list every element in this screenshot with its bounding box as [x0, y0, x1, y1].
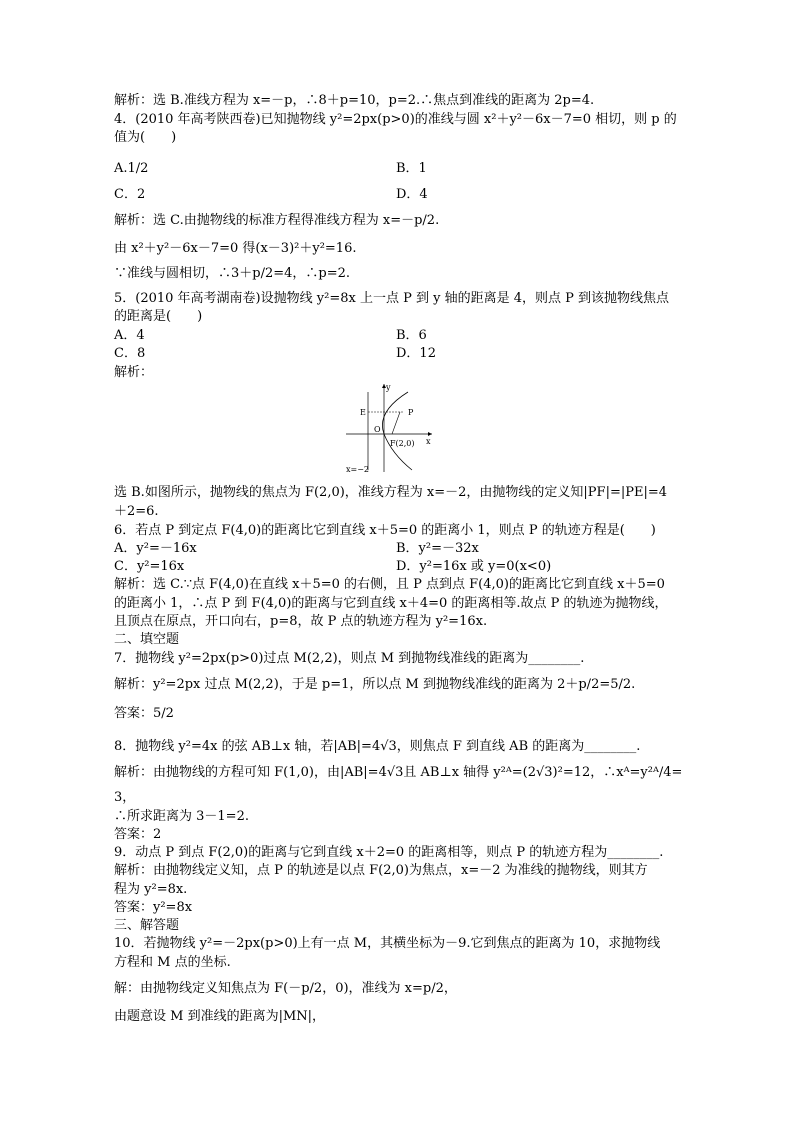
q4-solution-2: 由 x²＋y²－6x－7=0 得(x－3)²＋y²=16. — [114, 241, 357, 256]
section-fill-in: 二、填空题 — [114, 632, 180, 647]
question-6: 6．若点 P 到定点 F(4,0)的距离比它到直线 x＋5=0 的距离小 1，则点 P 的轨迹方程是( ) — [114, 523, 656, 538]
q4-option-a: A.1/2 — [114, 161, 149, 176]
q7-answer: 答案：5/2 — [114, 706, 174, 721]
q6-option-a: A．y²=－16x — [114, 541, 197, 556]
question-5: 5．(2010 年高考湖南卷)设抛物线 y²=8x 上一点 P 到 y 轴的距离是 4，则点 P 到该抛物线焦点 — [114, 291, 669, 306]
q5-solution-2: ＋2=6. — [114, 504, 159, 519]
figure-label-x: x — [426, 437, 431, 446]
question-4-tail: 值为( ) — [114, 130, 177, 145]
q4-solution-1: 解析：选 C.由抛物线的标准方程得准线方程为 x=－p/2. — [114, 213, 440, 228]
q9-solution-1: 解析：由抛物线定义知，点 P 的轨迹是以点 F(2,0)为焦点，x=－2 为准线的抛物线，则其方 — [114, 863, 648, 878]
q10-solution-1: 解：由抛物线定义知焦点为 F(－p/2，0)，准线为 x=p/2， — [114, 981, 457, 996]
q4-option-c: C．2 — [114, 187, 146, 202]
q6-option-c: C．y²=16x — [114, 559, 185, 574]
q5-option-b: B．6 — [396, 328, 427, 343]
figure-label-p: P — [408, 408, 414, 417]
q10-solution-2: 由题意设 M 到准线的距离为|MN|， — [114, 1009, 326, 1024]
q6-option-d: D．y²=16x 或 y=0(x<0) — [396, 559, 552, 574]
q5-option-c: C．8 — [114, 346, 146, 361]
question-5-tail: 的距离是( ) — [114, 309, 203, 324]
q4-solution-3: ∵准线与圆相切，∴3＋p/2=4，∴p=2. — [114, 266, 351, 281]
q6-option-b: B．y²=－32x — [396, 541, 479, 556]
q5-option-d: D．12 — [396, 346, 436, 361]
question-9: 9．动点 P 到点 F(2,0)的距离与它到直线 x＋2=0 的距离相等，则点 P 的轨迹方程为________. — [114, 845, 664, 860]
q8-solution-2: 3， — [114, 790, 136, 805]
question-8: 8．抛物线 y²=4x 的弦 AB⊥x 轴，若|AB|=4√3，则焦点 F 到直线 AB 的距离为________. — [114, 739, 641, 754]
question-10: 10．若抛物线 y²=－2px(p>0)上有一点 M，其横坐标为－9.它到焦点的距离为 10，求抛物线 — [114, 936, 661, 951]
q5-solution-1: 选 B.如图所示，抛物线的焦点为 F(2,0)，准线方程为 x=－2，由抛物线的定义知|PF|=|PE|=4 — [114, 485, 667, 500]
q5-solution-label: 解析： — [114, 365, 154, 380]
q8-answer: 答案：2 — [114, 827, 162, 842]
parabola-figure — [346, 382, 434, 474]
q4-option-d: D．4 — [396, 187, 428, 202]
q6-solution-1: 解析：选 C.∵点 F(4,0)在直线 x＋5=0 的右侧，且 P 点到点 F(4,0)的距离比它到直线 x＋5=0 — [114, 577, 665, 592]
question-4: 4．(2010 年高考陕西卷)已知抛物线 y²=2px(p>0)的准线与圆 x²＋y²－6x－7=0 相切，则 p 的 — [114, 112, 677, 127]
figure-label-o: O — [374, 425, 381, 434]
figure-label-e: E — [360, 408, 366, 417]
q9-solution-2: 程为 y²=8x. — [114, 882, 188, 897]
q7-solution: 解析：y²=2px 过点 M(2,2)，于是 p=1，所以点 M 到抛物线准线的距离为 2＋p/2=5/2. — [114, 677, 636, 692]
q8-solution-1: 解析：由抛物线的方程可知 F(1,0)，由|AB|=4√3且 AB⊥x 轴得 y²ᴬ=(2√3)²=12，∴xᴬ=y²ᴬ/4= — [114, 765, 683, 780]
figure-label-focus: F(2,0) — [390, 439, 415, 448]
section-answer-questions: 三、解答题 — [114, 918, 180, 933]
question-7: 7．抛物线 y²=2px(p>0)过点 M(2,2)，则点 M 到抛物线准线的距离为________. — [114, 651, 585, 666]
figure-label-y: y — [386, 383, 391, 392]
figure-label-directrix: x=−2 — [346, 465, 370, 474]
answer-line-3: 解析：选 B.准线方程为 x=－p，∴8＋p=10，p=2.∴焦点到准线的距离为 2p=4. — [114, 93, 595, 108]
q9-answer: 答案：y²=8x — [114, 900, 193, 915]
q4-option-b: B．1 — [396, 161, 427, 176]
q6-solution-3: 且顶点在原点，开口向右，p=8，故 P 点的轨迹方程为 y²=16x. — [114, 614, 488, 629]
q6-solution-2: 的距离小 1，∴点 P 到 F(4,0)的距离与它到直线 x＋4=0 的距离相等.故点 P 的轨迹为抛物线， — [114, 596, 668, 611]
q8-solution-3: ∴所求距离为 3－1=2. — [114, 809, 249, 824]
question-10-tail: 方程和 M 点的坐标. — [114, 955, 231, 970]
q5-option-a: A．4 — [114, 328, 145, 343]
